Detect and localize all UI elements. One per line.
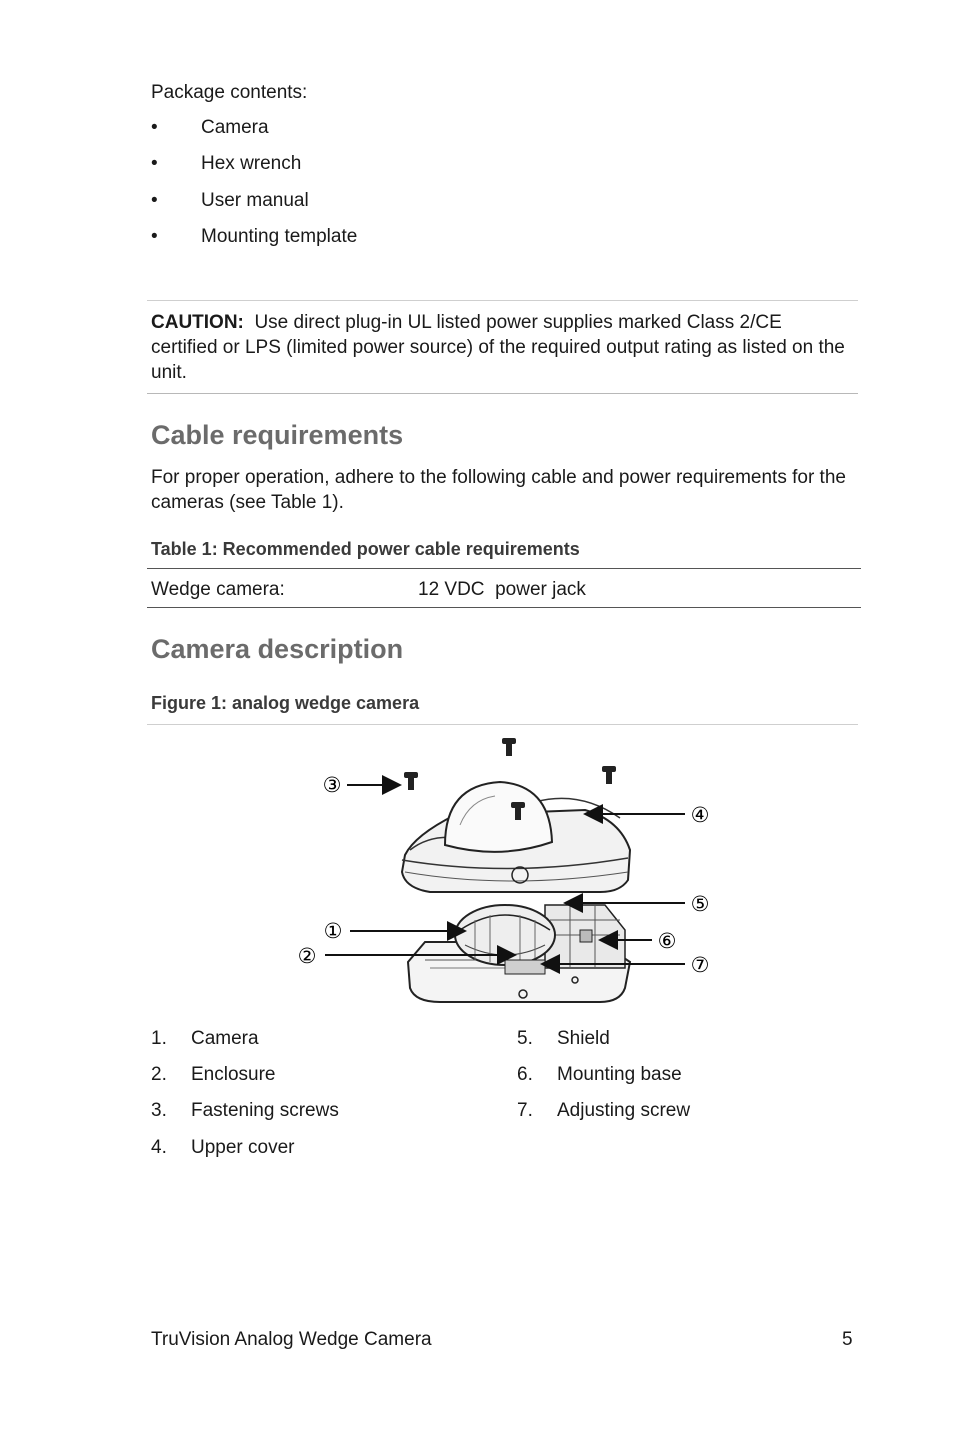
- item-label: Upper cover: [191, 1137, 295, 1158]
- caution-label: CAUTION:: [151, 312, 244, 333]
- list-item-label: User manual: [201, 190, 309, 211]
- figure-caption: Figure 1: analog wedge camera: [151, 693, 420, 713]
- bullet-icon: •: [151, 190, 158, 211]
- page-number: 5: [842, 1329, 853, 1350]
- bullet-icon: •: [151, 153, 158, 174]
- table-top-border: [147, 568, 861, 569]
- divider: [147, 300, 858, 301]
- callout-3: ③: [322, 773, 342, 797]
- camera-illustration: [280, 730, 720, 1015]
- list-item-label: Hex wrench: [201, 153, 302, 174]
- item-number: 5.: [517, 1028, 533, 1049]
- callout-2: ②: [297, 944, 317, 968]
- item-label: Mounting base: [557, 1064, 682, 1085]
- item-number: 3.: [151, 1100, 167, 1121]
- table-cell-value: 12 VDC power jack: [418, 579, 586, 600]
- item-label: Adjusting screw: [557, 1100, 691, 1121]
- item-number: 1.: [151, 1028, 167, 1049]
- item-number: 6.: [517, 1064, 533, 1085]
- dome-drawing: [445, 782, 552, 852]
- item-number: 2.: [151, 1064, 167, 1085]
- item-number: 4.: [151, 1137, 167, 1158]
- package-heading: Package contents:: [151, 82, 308, 103]
- callout-4: ④: [690, 803, 710, 827]
- item-label: Fastening screws: [191, 1100, 339, 1121]
- table-bottom-border: [147, 607, 861, 608]
- table-caption: Table 1: Recommended power cable requirements: [151, 539, 580, 559]
- caution-notice: [151, 310, 851, 385]
- callout-5: ⑤: [690, 892, 710, 916]
- mounting-base-drawing: [545, 905, 625, 968]
- camera-figure: [280, 730, 720, 1015]
- cable-intro: For proper operation, adhere to the following cable and power requirements for the cameras (see Table 1).: [151, 467, 846, 513]
- item-number: 7.: [517, 1100, 533, 1121]
- divider: [147, 724, 858, 725]
- caution-text: Use direct plug-in UL listed power supplies marked Class 2/CE certified or LPS (limited power source) of the required output rating as listed on the unit.: [151, 312, 845, 383]
- footer-title: TruVision Analog Wedge Camera: [151, 1329, 432, 1350]
- list-item-label: Camera: [201, 117, 269, 138]
- section-heading-cable: Cable requirements: [151, 420, 404, 450]
- callout-1: ①: [323, 919, 343, 943]
- callout-6: ⑥: [657, 929, 677, 953]
- section-heading-camera: Camera description: [151, 634, 404, 664]
- screw-icon: [502, 738, 516, 756]
- list-item-label: Mounting template: [201, 226, 358, 247]
- callout-7: ⑦: [690, 953, 710, 977]
- bullet-icon: •: [151, 117, 158, 138]
- table-cell-label: Wedge camera:: [151, 579, 285, 600]
- item-label: Shield: [557, 1028, 610, 1049]
- screw-icon: [404, 772, 418, 790]
- item-label: Enclosure: [191, 1064, 276, 1085]
- bullet-icon: •: [151, 226, 158, 247]
- item-label: Camera: [191, 1028, 259, 1049]
- divider: [147, 393, 858, 394]
- screw-icon: [602, 766, 616, 784]
